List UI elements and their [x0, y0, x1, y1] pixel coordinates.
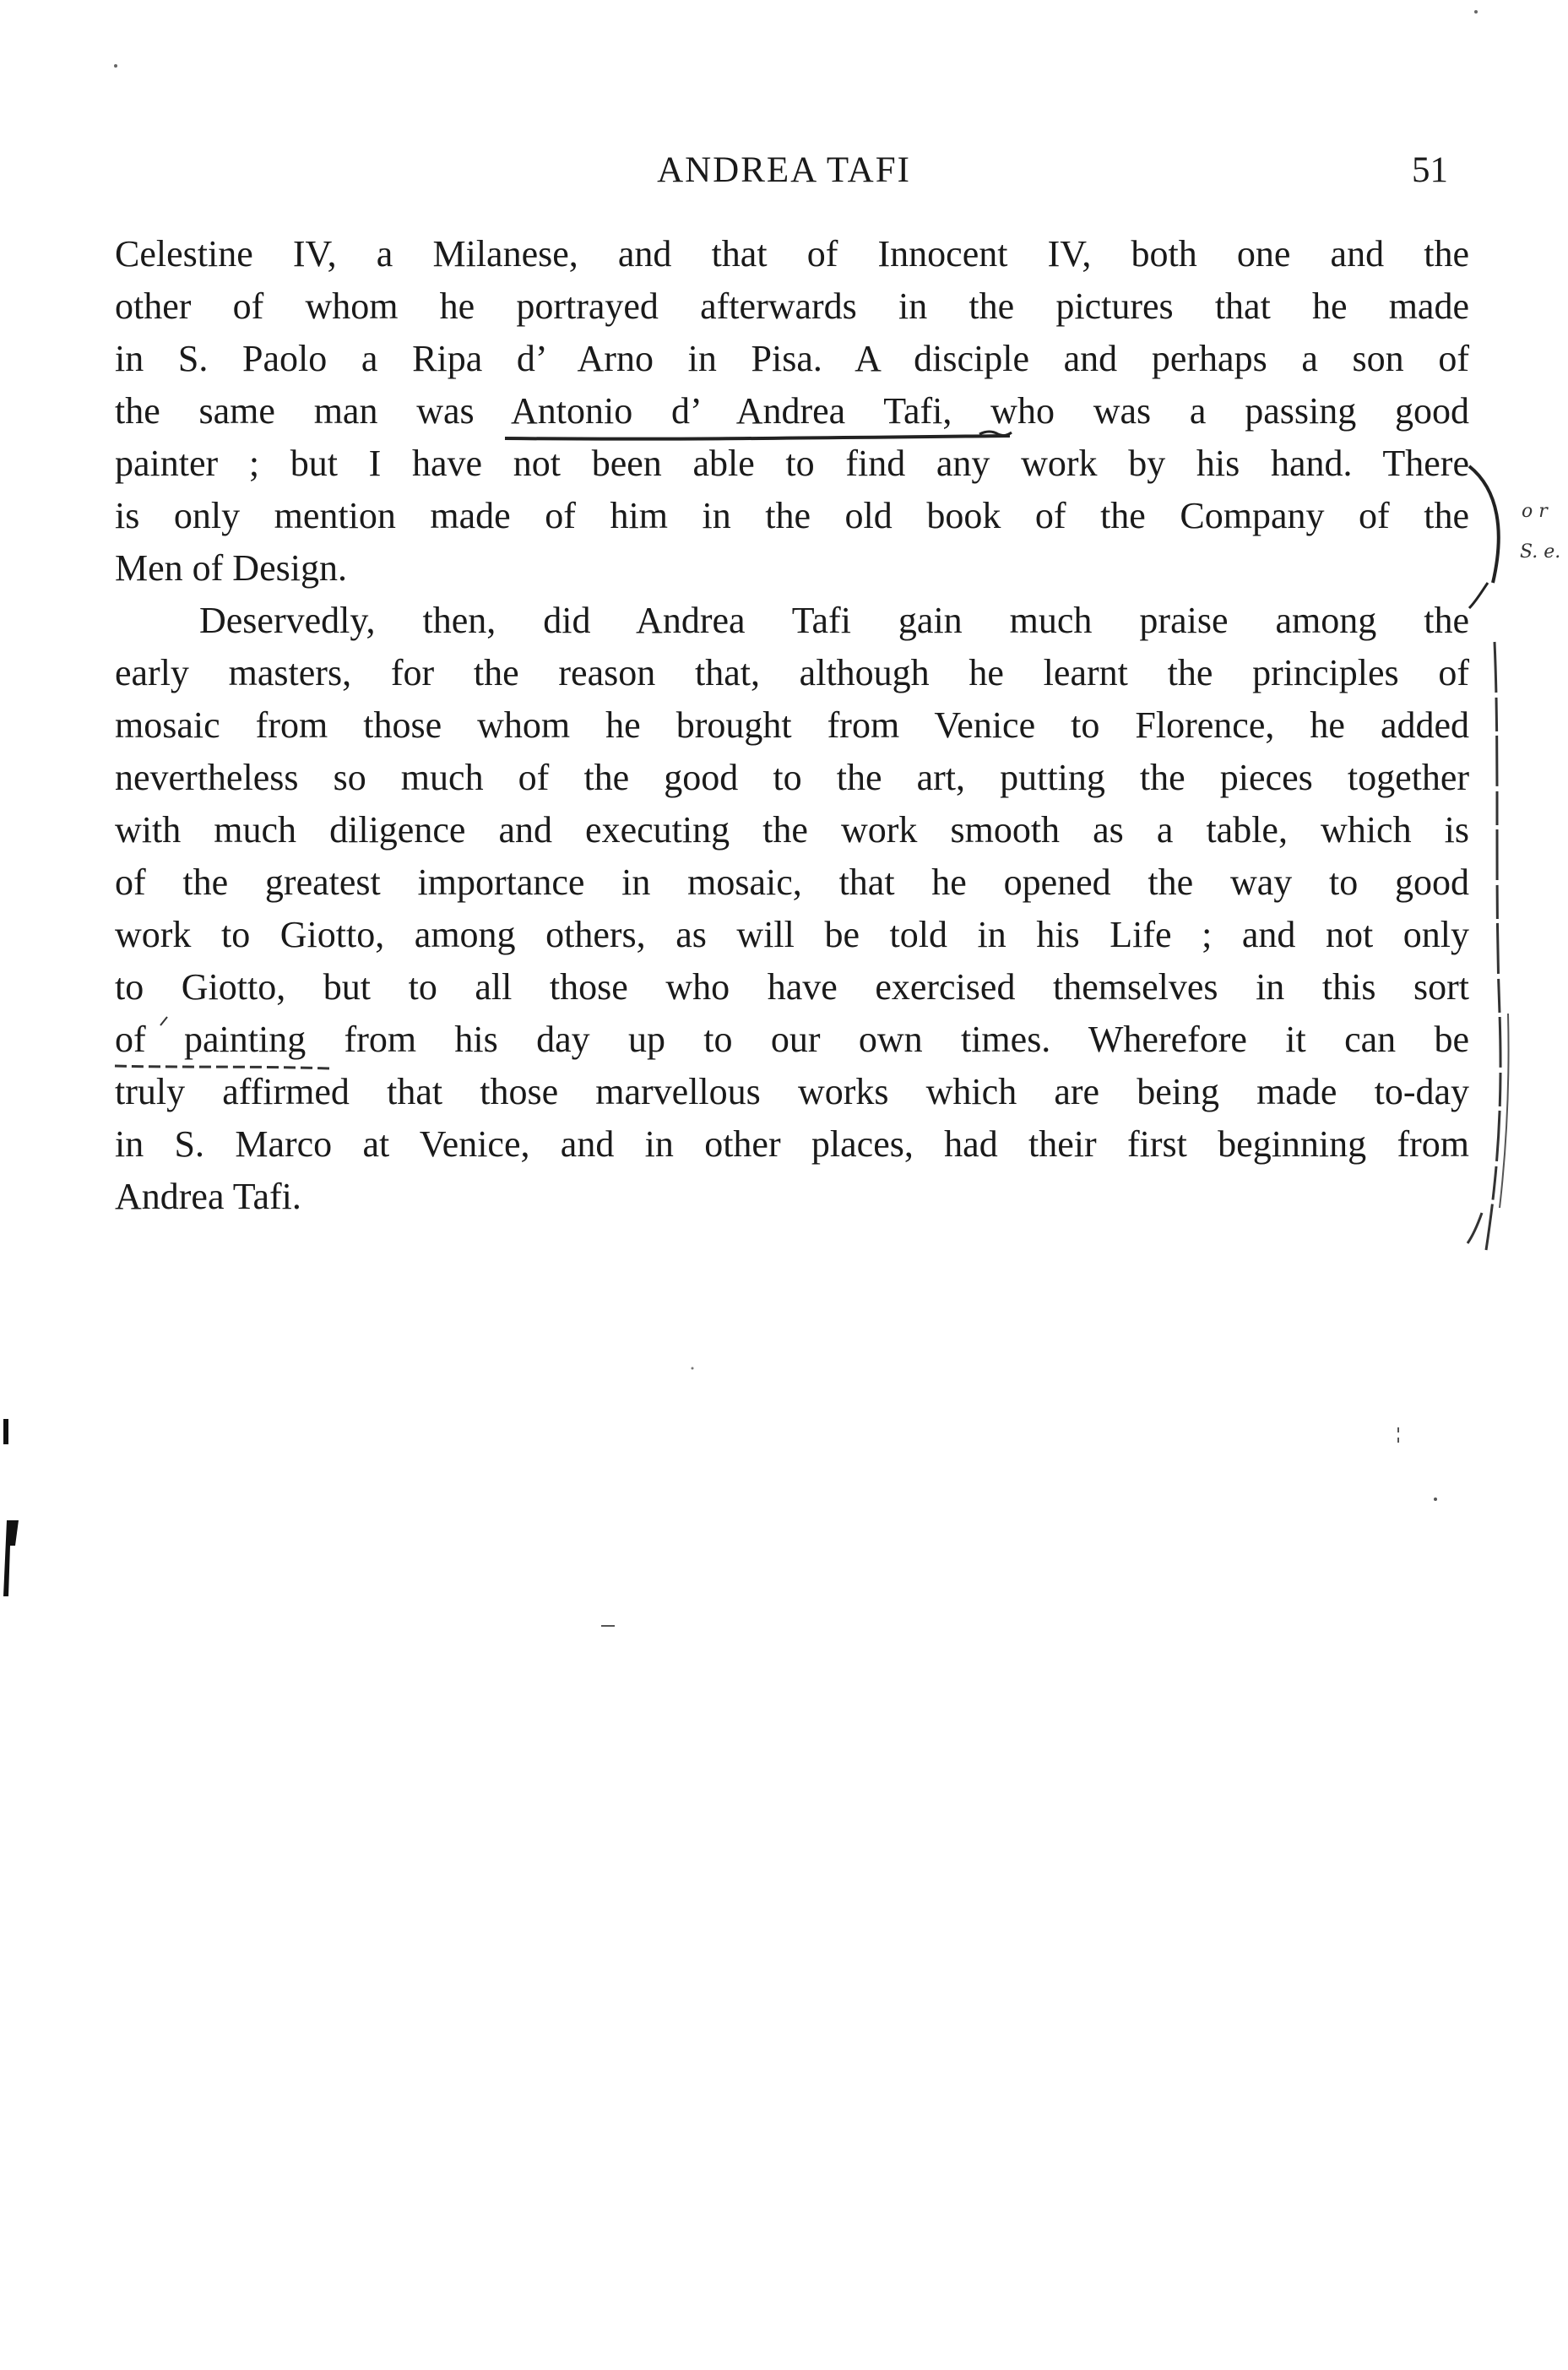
text-line: other of whom he portrayed afterwards in the pictures that he made	[115, 285, 1469, 327]
text-line: Celestine IV, a Milanese, and that of Innocent IV, both one and the	[115, 233, 1469, 275]
text-line: truly affirmed that those marvellous works which are being made to-day	[115, 1071, 1469, 1112]
text-line: early masters, for the reason that, although he learnt the principles of	[115, 652, 1469, 693]
margin-bracket-shadow	[1500, 1014, 1509, 1208]
scan-mark	[3, 1419, 8, 1444]
margin-bracket-tail	[1469, 583, 1488, 608]
text-line: work to Giotto, among others, as will be told in his Life ; and not only	[115, 914, 1469, 955]
text-line: in S. Paolo a Ripa d’ Arno in Pisa. A disciple and perhaps a son of	[115, 338, 1469, 379]
text-line: the same man was Antonio d’ Andrea Tafi, who was a passing good	[115, 390, 1469, 432]
text-line: Men of Design.	[115, 547, 347, 589]
scan-speck-5	[114, 64, 117, 68]
text-line: Deservedly, then, did Andrea Tafi gain much praise among the	[199, 600, 1469, 641]
text-line: in S. Marco at Venice, and in other places, had their first beginning from	[115, 1123, 1469, 1165]
paragraph-1	[115, 228, 1469, 595]
text-line: is only mention made of him in the old book of the Company of the	[115, 495, 1469, 536]
text-line: of painting from his day up to our own times. Wherefore it can be	[115, 1019, 1469, 1060]
scan-speck-3	[692, 1367, 694, 1370]
running-head-title: ANDREA TAFI	[657, 150, 911, 190]
margin-bracket-long	[1486, 642, 1500, 1250]
body-text	[115, 228, 1469, 1223]
paragraph-2	[115, 595, 1469, 1223]
running-head	[0, 145, 1568, 196]
text-line: with much diligence and executing the work smooth as a table, which is	[115, 809, 1469, 851]
text-line: nevertheless so much of the good to the art, putting the pieces together	[115, 757, 1469, 798]
text-line: of the greatest importance in mosaic, that he opened the way to good	[115, 862, 1469, 903]
scan-mark-2	[3, 1520, 19, 1596]
margin-tick	[1468, 1213, 1482, 1243]
margin-bracket	[1469, 466, 1499, 583]
marginal-note-line-1: o r	[1522, 501, 1548, 522]
page-number: 51	[1412, 150, 1448, 190]
marginal-note-line-2: S. e.	[1520, 541, 1561, 563]
text-line: Andrea Tafi.	[115, 1176, 301, 1217]
scan-speck-6	[1474, 10, 1478, 14]
text-line: mosaic from those whom he brought from Venice to Florence, he added	[115, 704, 1469, 746]
text-line: to Giotto, but to all those who have exercised themselves in this sort	[115, 966, 1469, 1008]
text-line: painter ; but I have not been able to find any work by his hand. There	[115, 443, 1469, 484]
scan-speck-4	[1434, 1498, 1437, 1501]
